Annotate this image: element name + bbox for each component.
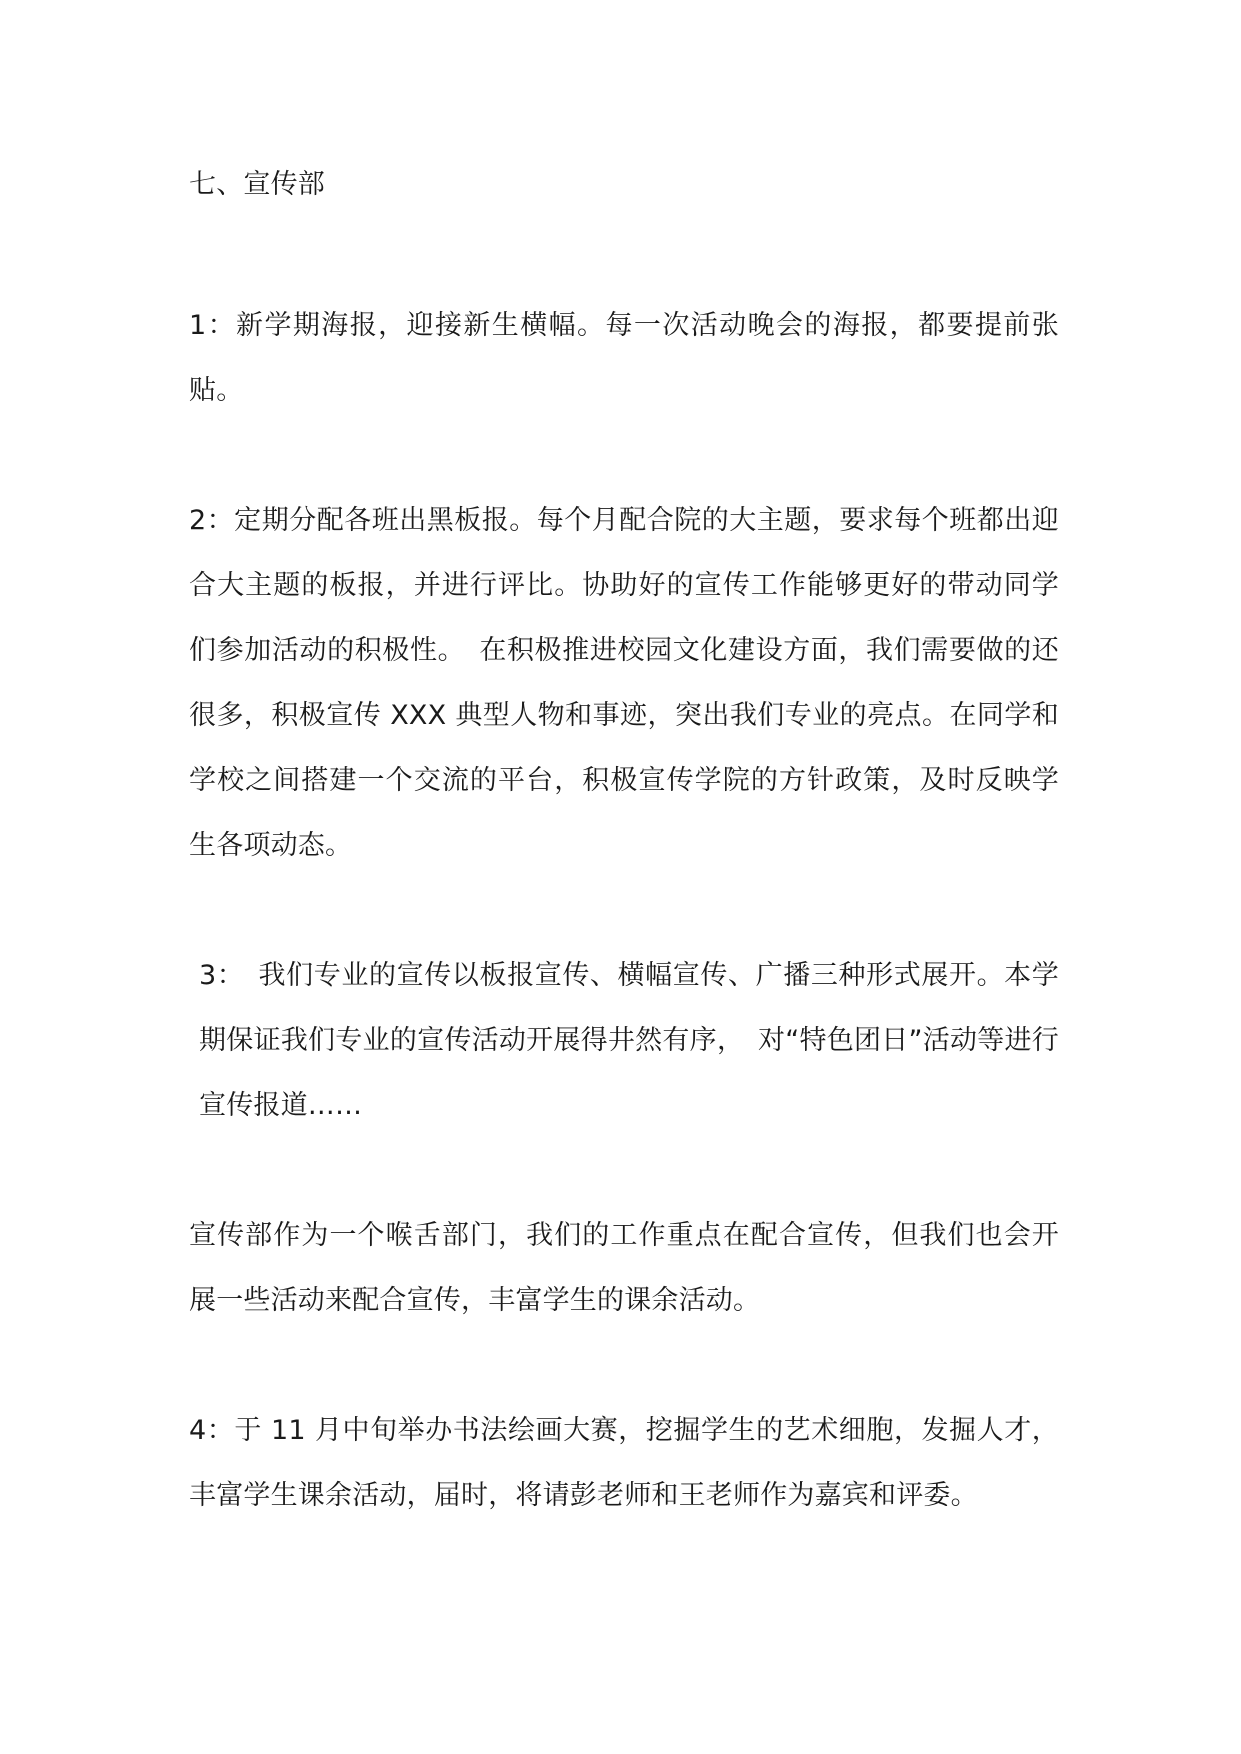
paragraph-3: 3： 我们专业的宣传以板报宣传、横幅宣传、广播三种形式展开。本学期保证我们专业的宣传活动开展得井然有序， 对“特色团日”活动等进行宣传报道…… (199, 960, 1059, 1121)
paragraph-2: 2：定期分配各班出黑板报。每个月配合院的大主题，要求每个班都出迎合大主题的板报，并进行评比。协助好的宣传工作能够更好的带动同学们参加活动的积极性。 在积极推进校园文化建设方面，我们需要做的还很多，积极宣传 XXX 典型人物和事迹，突出我们专业的亮点。在同学和学校之间搭建一个交流的平台，积极宣传学院的方针政策，及时反映学生各项动态。 (189, 505, 1059, 861)
paragraph-1: 1：新学期海报，迎接新生横幅。每一次活动晚会的海报，都要提前张贴。 (189, 310, 1059, 406)
paragraph-5: 4：于 11 月中旬举办书法绘画大赛，挖掘学生的艺术细胞，发掘人才，丰富学生课余活动，届时，将请彭老师和王老师作为嘉宾和评委。 (189, 1415, 1059, 1511)
paragraph-4: 宣传部作为一个喉舌部门，我们的工作重点在配合宣传，但我们也会开展一些活动来配合宣传，丰富学生的课余活动。 (189, 1220, 1059, 1316)
document-body (189, 152, 1059, 1593)
section-heading: 七、宣传部 (189, 169, 325, 200)
